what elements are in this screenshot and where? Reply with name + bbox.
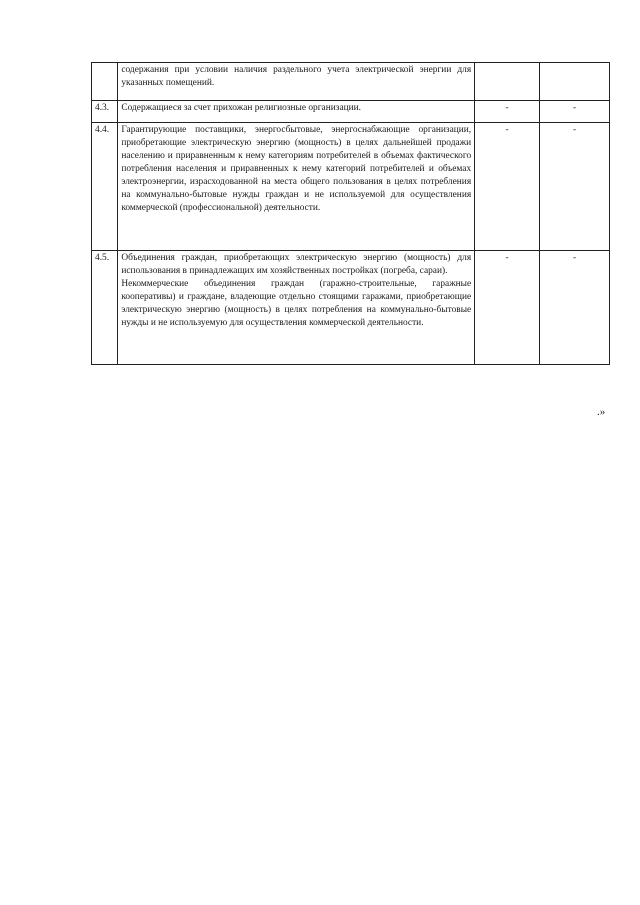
row-description-paragraph: Содержащиеся за счет прихожан религиозные организации. — [121, 103, 362, 113]
row-value-a: - — [475, 123, 540, 251]
row-description — [118, 101, 475, 123]
row-value-a — [475, 63, 540, 101]
table-row — [92, 251, 610, 365]
row-value-a: - — [475, 101, 540, 123]
row-description-paragraph: содержания при условии наличия раздельного учета электрической энергии для указанных помещений. — [121, 65, 472, 88]
row-number — [92, 63, 118, 101]
table-row — [92, 101, 610, 123]
row-description — [118, 63, 475, 101]
row-number: 4.4. — [92, 123, 118, 251]
table-row — [92, 63, 610, 101]
row-description — [118, 251, 475, 365]
row-value-b — [540, 63, 610, 101]
row-value-a: - — [475, 251, 540, 365]
row-description — [118, 123, 475, 251]
row-number: 4.3. — [92, 101, 118, 123]
row-value-b: - — [540, 101, 610, 123]
table-row — [92, 123, 610, 251]
tariff-table — [91, 62, 610, 365]
row-description-paragraph: Некоммерческие объединения граждан (гаражно-строительные, гаражные кооперативы) и граждане, владеющие отдельно стоящими гаражами, приобретающие электрическую энергию (мощность) в целях потребления на коммунально-бытовые нужды и не используемую для осуществления коммерческой деятельности. — [121, 278, 472, 328]
closing-quote-mark: .» — [597, 406, 606, 418]
row-value-b: - — [540, 251, 610, 365]
row-description-paragraph: Гарантирующие поставщики, энергосбытовые, энергоснабжающие организации, приобретающие электрическую энергию (мощность) в целях дальнейшей продажи населению и приравненным к нему категориям потребителей в объемах фактического потребления населения и приравненных к нему категорий потребителей и объемах электроэнергии, израсходованной на места общего пользования в целях потребления на коммунально-бытовые нужды граждан и не используемой для осуществления коммерческой (профессиональной) деятельности. — [121, 125, 472, 213]
row-value-b: - — [540, 123, 610, 251]
row-description-paragraph: Объединения граждан, приобретающих электрическую энергию (мощность) для использования в принадлежащих им хозяйственных постройках (погреба, сараи). — [121, 253, 472, 276]
row-number: 4.5. — [92, 251, 118, 365]
